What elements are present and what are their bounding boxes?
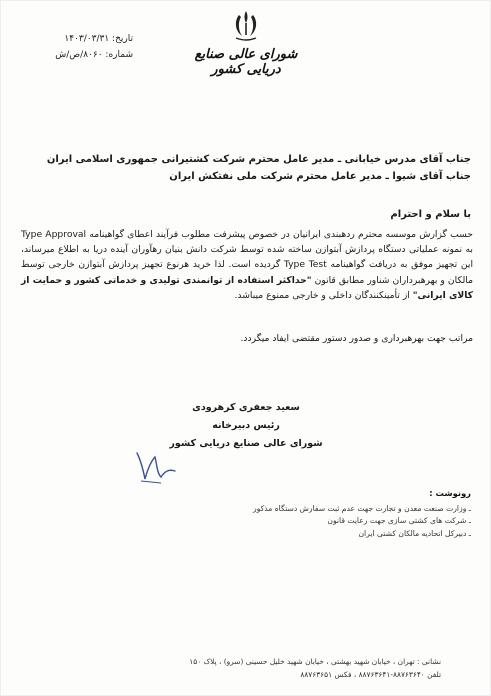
emblem-icon bbox=[231, 9, 261, 43]
recipient-2: جناب آقای شیوا ـ مدیر عامل محترم شرکت ملی نفتکش ایران bbox=[169, 171, 471, 182]
copy-item-3: ـ دبیرکل اتحادیه مالکان کشتی ایران bbox=[358, 528, 471, 538]
handwritten-signature bbox=[131, 447, 181, 487]
body-paragraph-lead: حسب گزارش موسسه محترم ردهبندی ایرانیان در خصوص پیشرفت مطلوب فرآیند اعطای گواهینامه Type Approval به نمونه عملیاتی دستگاه پردازش آبتوازن ساخته شده توسط شرکت دانش بنیان رهآوران آینده دریا به اطلاع میرساند، این تجهیز موفق به دریافت گواهینامه Type Test گردیده است. لذا خرید هرنوع تجهیز پردازش آبتوازن خارجی توسط مالکان و بهرهبرداران شناور مطابق قانون bbox=[21, 229, 474, 286]
recipients bbox=[21, 151, 471, 185]
date-label: تاریخ: bbox=[112, 34, 133, 44]
body-paragraph bbox=[21, 227, 473, 303]
footer-phones: تلفن ۸۸۷۶۳۶۴۰-۸۸۷۶۳۶۴۱ ، فکس ۸۸۷۶۳۶۵۱ bbox=[300, 670, 441, 679]
copies-to bbox=[251, 487, 471, 540]
signature-block bbox=[121, 399, 371, 453]
footer-address: نشانی : تهران ، خیابان شهید بهشتی ، خیابان شهید خلیل حسینی (سرو) ، پلاک ۱۵۰ bbox=[189, 657, 441, 666]
signer-title: رئیس دبیرخانه bbox=[212, 420, 280, 431]
number-value: ۸۰۶۰/ص/ش bbox=[55, 50, 103, 60]
number-line bbox=[23, 47, 133, 63]
letter-meta bbox=[23, 31, 133, 63]
signer-name: سعید جعفری کرهرودی bbox=[192, 402, 300, 413]
date-line bbox=[23, 31, 133, 47]
copy-item-1: ـ وزارت صنعت معدن و تجارت جهت عدم ثبت سفارش دستگاه مذکور bbox=[253, 503, 471, 513]
signer-org: شورای عالی صنایع دریایی کشور bbox=[169, 438, 323, 449]
number-label: شماره: bbox=[105, 50, 133, 60]
footer bbox=[121, 655, 441, 681]
body-paragraph-tail: از تأمینکنندگان داخلی و خارجی ممنوع میباشد. bbox=[234, 289, 413, 301]
copies-title: رونوشت : bbox=[429, 488, 471, 498]
greeting: با سلام و احترام bbox=[390, 209, 471, 220]
council-name: شورای عالی صنایع دریایی کشور bbox=[194, 47, 298, 77]
copy-item-2: ـ شرکت های کشتی سازی جهت رعایت قانون bbox=[327, 516, 471, 525]
letter-body bbox=[21, 227, 473, 303]
recipient-1: جناب آقای مدرس خیابانی ـ مدیر عامل محترم شرکت کشتیرانی جمهوری اسلامی ایران bbox=[46, 154, 471, 165]
closing-line: مراتب جهت بهرهبرداری و صدور دستور مقتضی ایفاد میگردد. bbox=[240, 333, 473, 344]
date-value: ۱۴۰۳/۰۳/۳۱ bbox=[64, 34, 110, 44]
body-paragraph-bold: "حداکثر استفاده از توانمندی تولیدی و خدماتی کشور و حمایت از کالای ایرانی" bbox=[21, 274, 473, 301]
